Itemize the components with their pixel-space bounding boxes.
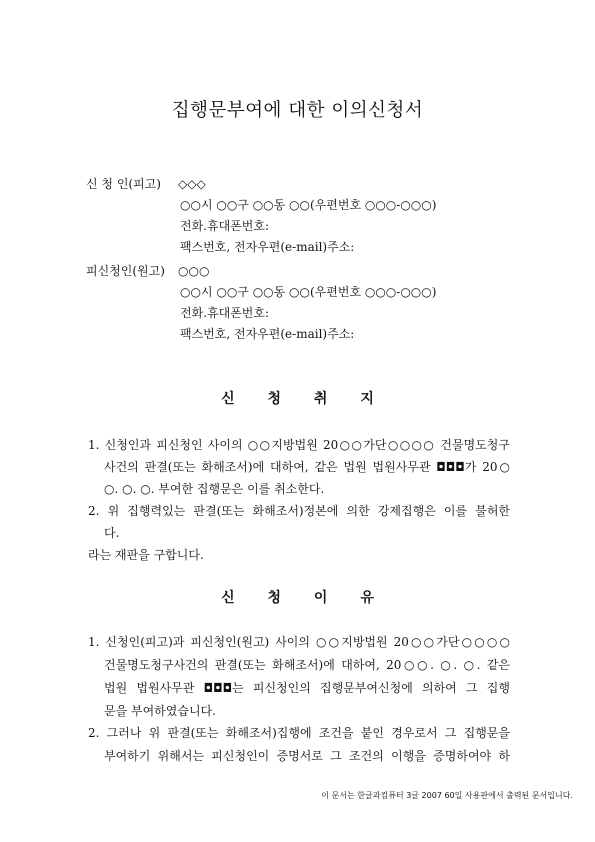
respondent-phone: 전화.휴대폰번호: (180, 306, 270, 320)
applicant-row (86, 175, 206, 192)
print-footer: 이 문서는 한글과컴퓨터 3글 2007 60일 사용판에서 출력된 문서입니다. (321, 791, 573, 800)
reason-item-1-line-3: 법원 법원사무관 ◘◘◘는 피신청인의 집행문부여신청에 의하여 그 집행 (104, 681, 510, 695)
purpose-item-2-line-1: 2. 위 집행력있는 판결(또는 화해조서)정본에 의한 강제집행은 이를 불허한 (88, 504, 510, 518)
respondent-fax-email: 팩스번호, 전자우편(e-mail)주소: (180, 327, 355, 341)
purpose-item-1-line-1: 1. 신청인과 피신청인 사이의 ○○지방법원 20○○가단○○○○ 건물명도청구 (88, 438, 510, 452)
respondent-role: 피신청인(원고) (86, 264, 165, 278)
document-title: 집행문부여에 대한 이의신청서 (171, 100, 424, 121)
respondent-row (86, 262, 209, 279)
reason-heading: 신 청 이 유 (221, 590, 388, 606)
respondent-address: ○○시 ○○구 ○○동 ○○(우편번호 ○○○-○○○) (180, 285, 437, 299)
applicant-name: ◇◇◇ (178, 177, 206, 191)
reason-item-2-line-1: 2. 그러나 위 판결(또는 화해조서)집행에 조건을 붙인 경우로서 그 집행문을 (88, 726, 510, 740)
applicant-address: ○○시 ○○구 ○○동 ○○(우편번호 ○○○-○○○) (180, 198, 437, 212)
purpose-heading: 신 청 취 지 (221, 391, 388, 407)
reason-item-1-line-1: 1. 신청인(피고)과 피신청인(원고) 사이의 ○○지방법원 20○○가단○○○○ (88, 635, 510, 649)
reason-item-2-line-2: 부여하기 위해서는 피신청인이 증명서로 그 조건의 이행을 증명하여야 하 (104, 749, 510, 763)
reason-item-1-line-2: 건물명도청구사건의 판결(또는 화해조서)에 대하여, 20○○. ○. ○. 같은 (104, 658, 510, 672)
reason-item-1-line-4: 문을 부여하였습니다. (104, 704, 216, 718)
respondent-name: ○○○ (178, 264, 210, 278)
purpose-closing: 라는 재판을 구합니다. (88, 548, 204, 562)
applicant-role: 신 청 인(피고) (86, 177, 161, 191)
purpose-item-2-line-2: 다. (104, 526, 120, 540)
applicant-fax-email: 팩스번호, 전자우편(e-mail)주소: (180, 240, 355, 254)
purpose-item-1-line-2: 사건의 판결(또는 화해조서)에 대하여, 같은 법원 법원사무관 ◘◘◘가 20○ (104, 460, 510, 474)
applicant-phone: 전화.휴대폰번호: (180, 219, 270, 233)
purpose-item-1-line-3: ○. ○. ○. 부여한 집행문은 이를 취소한다. (104, 482, 325, 496)
